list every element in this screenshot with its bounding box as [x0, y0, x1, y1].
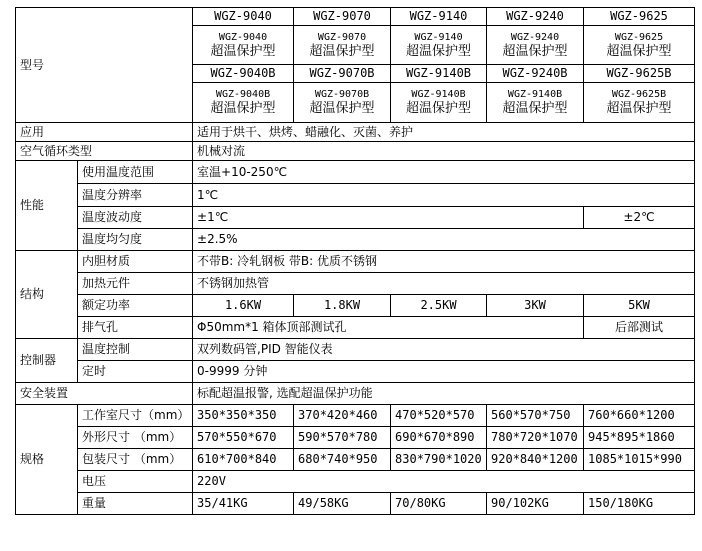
structure-row — [16, 273, 695, 295]
weight-cell: 70/80KG — [391, 493, 487, 515]
vent-value: Φ50mm*1 箱体顶部测试孔 — [193, 317, 584, 339]
temp-range-label: 使用温度范围 — [78, 161, 193, 184]
structure-row — [16, 295, 695, 317]
air-value: 机械对流 — [193, 142, 695, 161]
application-row — [16, 123, 695, 142]
temp-control-label: 温度控制 — [78, 339, 193, 361]
weight-cell: 35/41KG — [193, 493, 294, 515]
structure-row — [16, 317, 695, 339]
model-cell — [391, 83, 487, 123]
resolution-label: 温度分辨率 — [78, 184, 193, 207]
structure-row — [16, 251, 695, 273]
voltage-value: 220V — [193, 471, 695, 493]
label-specs: 规格 — [16, 405, 78, 515]
model-code: WGZ-9070 — [317, 31, 367, 43]
model-type: 超温保护型 — [406, 43, 472, 59]
temp-control-value: 双列数码管,PID 智能仪表 — [193, 339, 695, 361]
outer-cell: 690*670*890 — [391, 427, 487, 449]
safety-value: 标配超温报警, 选配超温保护功能 — [193, 383, 695, 405]
power-cell: 3KW — [487, 295, 584, 317]
resolution-value: 1℃ — [193, 184, 695, 207]
timer-value: 0-9999 分钟 — [193, 361, 695, 383]
specs-row — [16, 427, 695, 449]
model-cell — [584, 83, 695, 123]
specs-row — [16, 449, 695, 471]
temp-range-value: 室温+10-250℃ — [193, 161, 695, 184]
model-cell — [391, 26, 487, 65]
air-row — [16, 142, 695, 161]
outer-label: 外形尺寸 （mm） — [78, 427, 193, 449]
model-cell — [294, 83, 391, 123]
work-cell: 760*660*1200 — [584, 405, 695, 427]
power-label: 额定功率 — [78, 295, 193, 317]
fluctuation-label: 温度波动度 — [78, 207, 193, 229]
power-cell: 1.8KW — [294, 295, 391, 317]
power-cell: 5KW — [584, 295, 695, 317]
voltage-label: 电压 — [78, 471, 193, 493]
pack-label: 包装尺寸 （mm） — [78, 449, 193, 471]
heater-value: 不锈钢加热管 — [193, 273, 695, 295]
label-performance: 性能 — [16, 161, 78, 251]
model-cell: WGZ-9625 — [584, 8, 695, 26]
vent-label: 排气孔 — [78, 317, 193, 339]
weight-cell: 150/180KG — [584, 493, 695, 515]
model-code: WGZ-9040 — [218, 31, 268, 43]
work-cell: 350*350*350 — [193, 405, 294, 427]
model-cell — [487, 83, 584, 123]
model-code: WGZ-9140B — [411, 89, 466, 100]
model-type: 超温保护型 — [210, 101, 276, 116]
model-code: WGZ-9625B — [611, 89, 667, 100]
model-type: 超温保护型 — [210, 43, 276, 59]
model-code: WGZ-9240 — [510, 31, 560, 43]
model-code: WGZ-9040B — [215, 89, 271, 100]
label-application: 应用 — [16, 123, 193, 142]
pack-cell: 920*840*1200 — [487, 449, 584, 471]
model-cell: WGZ-9240B — [487, 65, 584, 83]
specs-row — [16, 405, 695, 427]
specs-row — [16, 493, 695, 515]
fluctuation-value-b: ±2℃ — [584, 207, 695, 229]
model-type: 超温保护型 — [406, 101, 472, 116]
label-model: 型号 — [16, 8, 193, 123]
model-cell — [294, 26, 391, 65]
model-code: WGZ-9140B — [507, 89, 563, 100]
performance-row — [16, 184, 695, 207]
weight-cell: 90/102KG — [487, 493, 584, 515]
safety-row — [16, 383, 695, 405]
model-code: WGZ-9625 — [614, 31, 664, 43]
model-type: 超温保护型 — [606, 101, 672, 116]
liner-value: 不带B: 冷轧钢板 带B: 优质不锈钢 — [193, 251, 695, 273]
model-type: 超温保护型 — [309, 101, 375, 116]
model-cell: WGZ-9040 — [193, 8, 294, 26]
model-code: WGZ-9140 — [414, 31, 463, 43]
fluctuation-value: ±1℃ — [193, 207, 584, 229]
pack-cell: 610*700*840 — [193, 449, 294, 471]
performance-row — [16, 161, 695, 184]
model-cell: WGZ-9070 — [294, 8, 391, 26]
label-air: 空气循环类型 — [16, 142, 193, 161]
controller-row — [16, 339, 695, 361]
power-cell: 2.5KW — [391, 295, 487, 317]
outer-cell: 780*720*1070 — [487, 427, 584, 449]
model-code: WGZ-9070B — [314, 89, 370, 100]
vent-value-b: 后部测试 — [584, 317, 695, 339]
work-cell: 370*420*460 — [294, 405, 391, 427]
outer-cell: 590*570*780 — [294, 427, 391, 449]
model-cell: WGZ-9140B — [391, 65, 487, 83]
heater-label: 加热元件 — [78, 273, 193, 295]
model-type: 超温保护型 — [309, 43, 375, 59]
model-cell: WGZ-9040B — [193, 65, 294, 83]
uniformity-value: ±2.5% — [193, 229, 695, 251]
label-safety: 安全装置 — [16, 383, 193, 405]
specs-row — [16, 471, 695, 493]
model-cell: WGZ-9625B — [584, 65, 695, 83]
weight-label: 重量 — [78, 493, 193, 515]
work-cell: 560*570*750 — [487, 405, 584, 427]
model-cell — [487, 26, 584, 65]
liner-label: 内胆材质 — [78, 251, 193, 273]
weight-cell: 49/58KG — [294, 493, 391, 515]
work-label: 工作室尺寸（mm） — [78, 405, 193, 427]
application-value: 适用于烘干、烘烤、蜡融化、灭菌、养护 — [193, 123, 695, 142]
model-cell — [193, 26, 294, 65]
pack-cell: 680*740*950 — [294, 449, 391, 471]
label-structure: 结构 — [16, 251, 78, 339]
outer-cell: 945*895*1860 — [584, 427, 695, 449]
outer-cell: 570*550*670 — [193, 427, 294, 449]
model-type: 超温保护型 — [502, 43, 568, 59]
model-type: 超温保护型 — [502, 101, 568, 116]
model-cell — [584, 26, 695, 65]
model-cell: WGZ-9070B — [294, 65, 391, 83]
model-row-1 — [16, 8, 695, 26]
controller-row — [16, 361, 695, 383]
pack-cell: 830*790*1020 — [391, 449, 487, 471]
model-type: 超温保护型 — [606, 43, 672, 59]
model-cell: WGZ-9140 — [391, 8, 487, 26]
timer-label: 定时 — [78, 361, 193, 383]
work-cell: 470*520*570 — [391, 405, 487, 427]
performance-row — [16, 229, 695, 251]
spec-table — [15, 7, 695, 515]
power-cell: 1.6KW — [193, 295, 294, 317]
pack-cell: 1085*1015*990 — [584, 449, 695, 471]
performance-row — [16, 207, 695, 229]
label-controller: 控制器 — [16, 339, 78, 383]
model-cell — [193, 83, 294, 123]
model-cell: WGZ-9240 — [487, 8, 584, 26]
uniformity-label: 温度均匀度 — [78, 229, 193, 251]
